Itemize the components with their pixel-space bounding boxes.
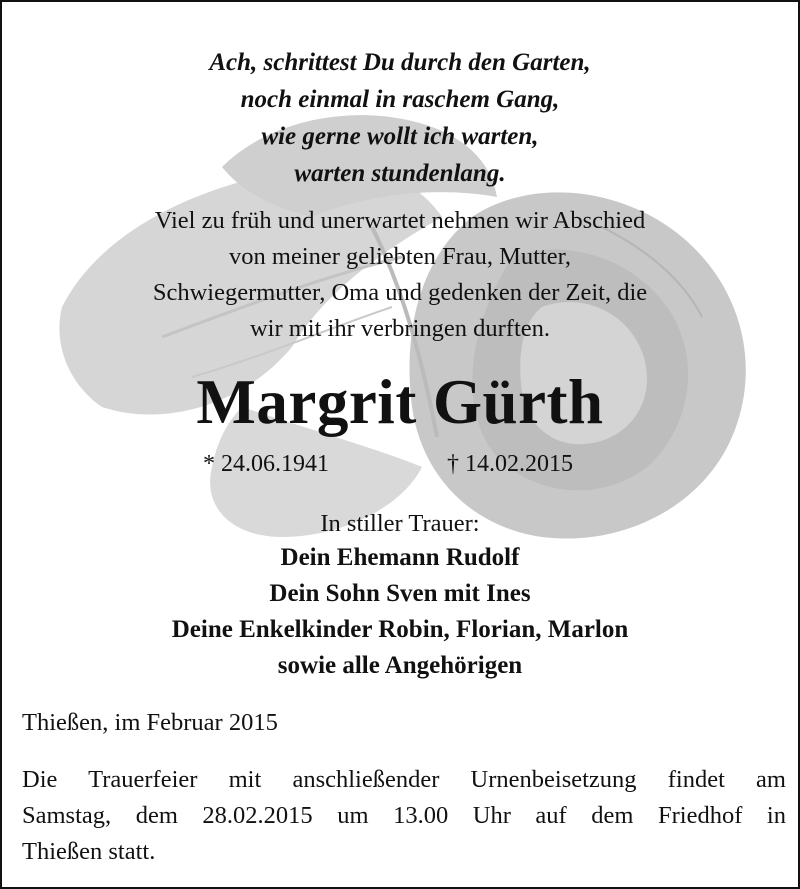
ceremony-line: Samstag, dem 28.02.2015 um 13.00 Uhr auf dem Friedhof in — [22, 802, 786, 829]
ceremony-notice — [22, 762, 786, 870]
place-date: Thießen, im Februar 2015 — [22, 709, 278, 736]
intro-line: Viel zu früh und unerwartet nehmen wir Abschied — [154, 207, 646, 234]
death-date: † 14.02.2015 — [447, 451, 573, 477]
ceremony-line: Thießen statt. — [22, 838, 156, 865]
poem-line: wie gerne wollt ich warten, — [261, 123, 539, 150]
intro-line: von meiner geliebten Frau, Mutter, — [229, 243, 571, 270]
mourners-list — [2, 540, 798, 684]
intro-line: Schwiegermutter, Oma und gedenken der Zeit, die — [152, 279, 648, 306]
birth-date: * 24.06.1941 — [203, 451, 329, 477]
mourner-line: sowie alle Angehörigen — [277, 652, 523, 679]
mourner-line: Dein Ehemann Rudolf — [280, 544, 520, 571]
poem-line: Ach, schrittest Du durch den Garten, — [209, 49, 591, 76]
deceased-name: Margrit Gürth — [196, 367, 604, 437]
intro-line: wir mit ihr verbringen durften. — [249, 315, 551, 342]
mourning-heading: In stiller Trauer: — [320, 510, 480, 537]
mourner-line: Dein Sohn Sven mit Ines — [269, 580, 531, 607]
poem-verse — [2, 44, 798, 192]
mourner-line: Deine Enkelkinder Robin, Florian, Marlon — [171, 616, 629, 643]
intro-text — [2, 203, 798, 347]
life-dates — [2, 451, 798, 485]
poem-line: noch einmal in raschem Gang, — [240, 86, 560, 113]
ceremony-line: Die Trauerfeier mit anschließender Urnenbeisetzung findet am — [22, 766, 786, 793]
poem-line: warten stundenlang. — [294, 160, 506, 187]
